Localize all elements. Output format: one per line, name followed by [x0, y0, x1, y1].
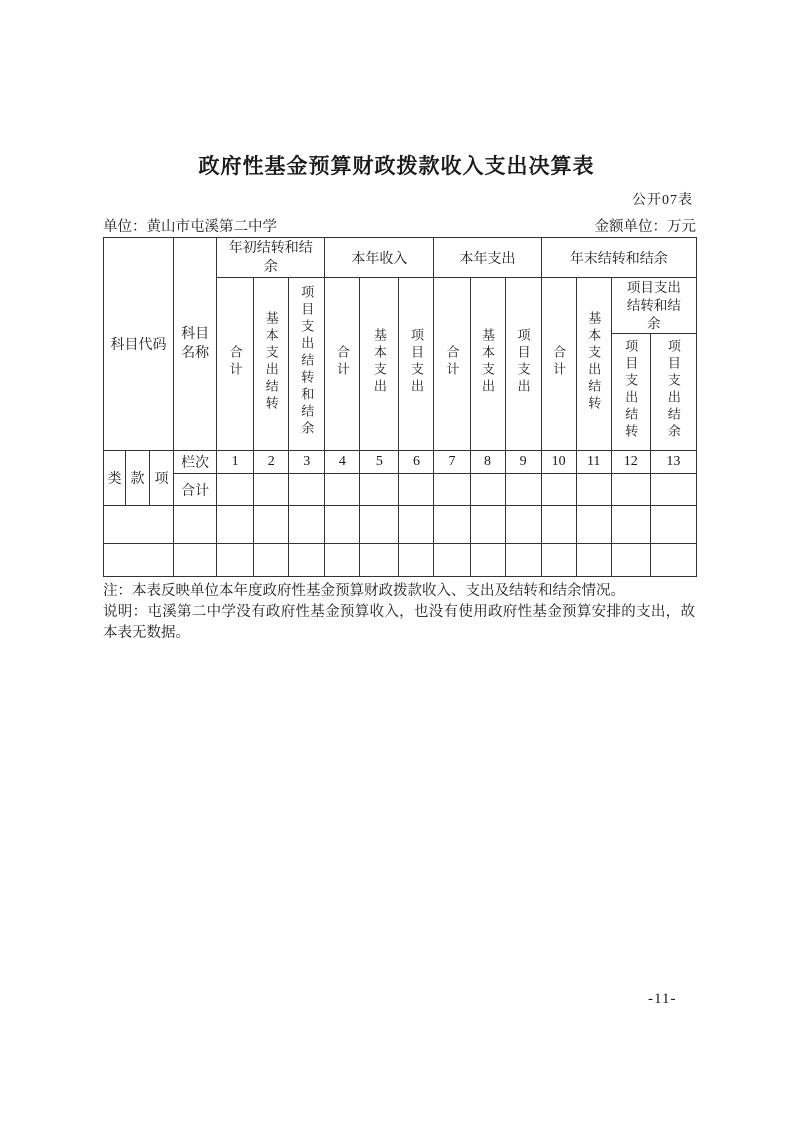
- group-header-opening-balance: 年初结转和结余: [217, 238, 325, 278]
- colnum-11: 11: [576, 451, 611, 474]
- empty-cell: [360, 474, 399, 506]
- colnum-8: 8: [470, 451, 505, 474]
- col-label-10: 合计: [541, 278, 576, 451]
- empty-cell: [650, 506, 696, 544]
- empty-cell: [576, 544, 611, 577]
- empty-cell: [470, 474, 505, 506]
- colnum-13: 13: [650, 451, 696, 474]
- empty-cell: [541, 474, 576, 506]
- empty-cell: [217, 544, 254, 577]
- empty-cell: [650, 474, 696, 506]
- amount-unit-label: 金额单位：万元: [594, 219, 696, 235]
- header-subject-code: [104, 238, 174, 451]
- table-row: [104, 506, 697, 544]
- empty-cell: [254, 474, 289, 506]
- col-label-3: 项目支出结转和结余: [289, 278, 325, 451]
- empty-cell: [611, 506, 650, 544]
- empty-name-cell: [174, 506, 217, 544]
- budget-final-accounts-table: [103, 237, 697, 577]
- subgroup-header-project-balance: 项目支出结转和结余: [611, 278, 696, 334]
- empty-cell: [399, 506, 434, 544]
- page-title: 政府性基金预算财政拨款收入支出决算表: [198, 155, 595, 178]
- explanation-line: 说明：屯溪第二中学没有政府性基金预算收入，也没有使用政府性基金预算安排的支出，故本表无数据。: [103, 604, 695, 641]
- header-subject-name: [174, 238, 217, 451]
- empty-cell: [505, 474, 541, 506]
- empty-cell: [399, 544, 434, 577]
- empty-cell: [325, 544, 360, 577]
- empty-name-cell: [174, 544, 217, 577]
- code-subcol-class: 类: [104, 451, 126, 506]
- colnum-6: 6: [399, 451, 434, 474]
- empty-code-cell: [104, 506, 174, 544]
- subject-name-label: 科目名称: [181, 327, 210, 361]
- colnum-1: 1: [217, 451, 254, 474]
- col-label-8: 基本支出: [470, 278, 505, 451]
- col-label-4: 合计: [325, 278, 360, 451]
- colnum-4: 4: [325, 451, 360, 474]
- group-header-year-end-balance: 年末结转和结余: [541, 238, 696, 278]
- empty-cell: [217, 506, 254, 544]
- table-row: [104, 474, 697, 506]
- empty-cell: [434, 474, 470, 506]
- empty-cell: [434, 544, 470, 577]
- col-label-1: 合计: [217, 278, 254, 451]
- col-label-9: 项目支出: [505, 278, 541, 451]
- footnotes: [103, 581, 695, 644]
- col-label-5: 基本支出: [360, 278, 399, 451]
- empty-cell: [470, 506, 505, 544]
- empty-cell: [541, 506, 576, 544]
- page-number: -11-: [648, 991, 677, 1007]
- col-label-12: 项目支出结转: [611, 334, 650, 451]
- col-label-11: 基本支出结转: [576, 278, 611, 451]
- empty-cell: [289, 506, 325, 544]
- col-label-6: 项目支出: [399, 278, 434, 451]
- colnum-12: 12: [611, 451, 650, 474]
- code-subcol-section: 款: [126, 451, 150, 506]
- lanci-cell: 栏次: [174, 451, 217, 474]
- empty-cell: [650, 544, 696, 577]
- unit-name-label: 单位：黄山市屯溪第二中学: [103, 219, 277, 235]
- empty-cell: [541, 544, 576, 577]
- total-row-label: 合计: [174, 474, 217, 506]
- empty-cell: [254, 544, 289, 577]
- empty-cell: [576, 506, 611, 544]
- colnum-10: 10: [541, 451, 576, 474]
- group-header-current-year-income: 本年收入: [325, 238, 434, 278]
- empty-cell: [505, 544, 541, 577]
- empty-cell: [325, 506, 360, 544]
- code-subcol-item: 项: [150, 451, 174, 506]
- col-label-7: 合计: [434, 278, 470, 451]
- colnum-3: 3: [289, 451, 325, 474]
- note-line: 注：本表反映单位本年度政府性基金预算财政拨款收入、支出及结转和结余情况。: [103, 583, 625, 599]
- table-row: [104, 544, 697, 577]
- empty-cell: [325, 474, 360, 506]
- empty-cell: [399, 474, 434, 506]
- empty-cell: [611, 544, 650, 577]
- colnum-5: 5: [360, 451, 399, 474]
- colnum-2: 2: [254, 451, 289, 474]
- empty-cell: [576, 474, 611, 506]
- empty-cell: [289, 474, 325, 506]
- empty-cell: [360, 544, 399, 577]
- subject-code-label: 科目代码: [110, 338, 167, 353]
- colnum-9: 9: [505, 451, 541, 474]
- empty-cell: [470, 544, 505, 577]
- empty-cell: [289, 544, 325, 577]
- colnum-7: 7: [434, 451, 470, 474]
- empty-cell: [217, 474, 254, 506]
- empty-code-cell: [104, 544, 174, 577]
- form-number-label: 公开07表: [632, 193, 693, 208]
- empty-cell: [360, 506, 399, 544]
- col-label-13: 项目支出结余: [650, 334, 696, 451]
- empty-cell: [611, 474, 650, 506]
- group-header-current-year-expenditure: 本年支出: [434, 238, 541, 278]
- empty-cell: [254, 506, 289, 544]
- col-label-2: 基本支出结转: [254, 278, 289, 451]
- empty-cell: [434, 506, 470, 544]
- empty-cell: [505, 506, 541, 544]
